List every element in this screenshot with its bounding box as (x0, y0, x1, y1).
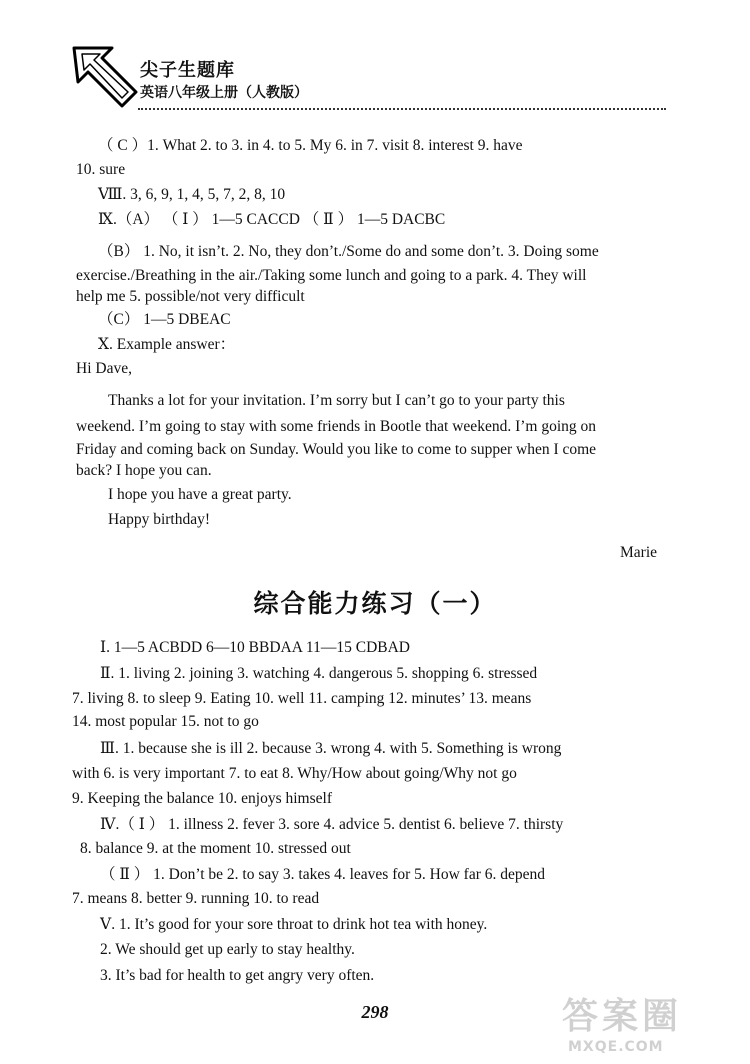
header-divider (138, 108, 666, 110)
letter-greeting: Hi Dave, (76, 360, 132, 377)
letter-line: Friday and coming back on Sunday. Would you like to come to supper when I come (76, 441, 597, 458)
answer-line: 7. living 8. to sleep 9. Eating 10. well 11. camping 12. minutes’ 13. means (72, 690, 532, 707)
answer-line: help me 5. possible/not very difficult (76, 288, 305, 305)
answer-line: 3. It’s bad for health to get angry very often. (100, 967, 375, 984)
book-title: 英语八年级上册（人教版） (140, 85, 308, 101)
answer-line: （B） 1. No, it isn’t. 2. No, they don’t./Some do and some don’t. 3. Doing some (98, 243, 599, 260)
page-number: 298 (361, 1002, 389, 1022)
answer-line: 8. balance 9. at the moment 10. stressed out (80, 840, 351, 857)
letter-line: Thanks a lot for your invitation. I’m sorry but I can’t go to your party this (108, 392, 565, 409)
letter-line: I hope you have a great party. (108, 486, 292, 503)
answer-line: 10. sure (76, 161, 126, 178)
answer-line: （C） 1—5 DBEAC (98, 311, 231, 328)
series-title: 尖子生题库 (140, 60, 235, 81)
letter-line: back? I hope you can. (76, 462, 212, 479)
answer-line: Ⅷ. 3, 6, 9, 1, 4, 5, 7, 2, 8, 10 (98, 186, 286, 203)
answer-line: Ⅲ. 1. because she is ill 2. because 3. wrong 4. with 5. Something is wrong (100, 740, 562, 757)
answer-line: 14. most popular 15. not to go (72, 713, 259, 730)
answer-line: Ⅱ. 1. living 2. joining 3. watching 4. dangerous 5. shopping 6. stressed (100, 665, 538, 682)
answer-line: Ⅹ. Example answer： (98, 336, 236, 353)
answer-line: Ⅰ. 1—5 ACBDD 6—10 BBDAA 11—15 CDBAD (100, 639, 410, 656)
answer-line: （ Ⅱ ） 1. Don’t be 2. to say 3. takes 4. leaves for 5. How far 6. depend (100, 866, 546, 883)
answer-line: （ C ）1. What 2. to 3. in 4. to 5. My 6. in 7. visit 8. interest 9. have (98, 137, 523, 154)
answer-line: exercise./Breathing in the air./Taking some lunch and going to a park. 4. They will (76, 267, 587, 284)
answer-line: 9. Keeping the balance 10. enjoys himself (72, 790, 332, 807)
answer-line: Ⅸ.（A） （ Ⅰ ） 1—5 CACCD （ Ⅱ ） 1—5 DACBC (98, 211, 446, 228)
watermark-url: MXQE.COM (568, 1039, 664, 1055)
answer-line: 7. means 8. better 9. running 10. to read (72, 890, 320, 907)
arrow-icon (72, 42, 138, 116)
page-header (72, 42, 672, 122)
answer-line: with 6. is very important 7. to eat 8. Why/How about going/Why not go (72, 765, 517, 782)
answer-line: Ⅴ. 1. It’s good for your sore throat to drink hot tea with honey. (100, 916, 488, 933)
answer-line: Ⅳ.（ Ⅰ ） 1. illness 2. fever 3. sore 4. advice 5. dentist 6. believe 7. thirsty (100, 816, 564, 833)
letter-line: weekend. I’m going to stay with some friends in Bootle that weekend. I’m going on (76, 418, 597, 435)
watermark-text: 答案圈 (562, 996, 683, 1037)
letter-signature: Marie (620, 544, 658, 561)
section-title: 综合能力练习（一） (253, 589, 497, 618)
answer-line: 2. We should get up early to stay healthy. (100, 941, 355, 958)
watermark-logo (562, 988, 732, 1055)
letter-line: Happy birthday! (108, 511, 211, 528)
